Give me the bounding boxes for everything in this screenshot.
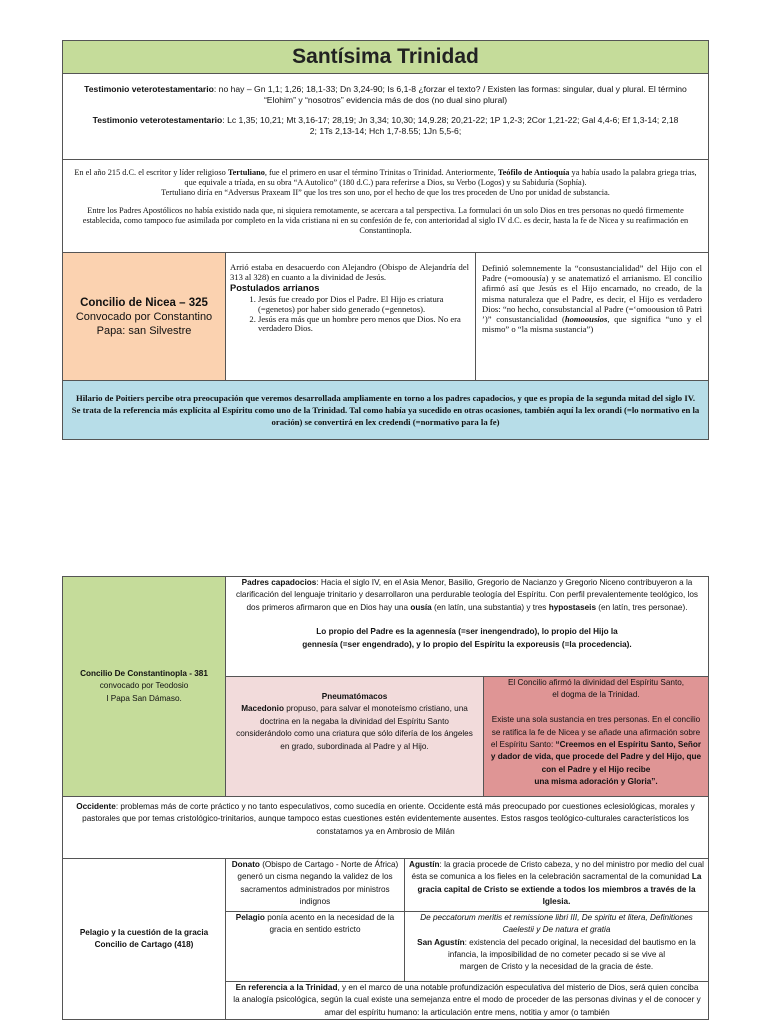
agustin-bold: La gracia capital de Cristo se extiende a todos los miembros a través de la Iglesia. [417,872,702,907]
san-agustin-text: : existencia del pecado original, la necesidad del bautismo en la infancia, la imposibilidad de no cometer pecado si se vive al [447,937,696,959]
testimonio-at [77,84,694,105]
definio-text-a: Definió solemnemente la “consustancialidad” del Hijo con el Padre (=omoousía) y se anatematizó el arrianismo. El concilio afirmó así que Jesús es el Hijo encarnado, no creado, de la misma naturaleza que el Padre, es decir, el Hijo es verdadero Dios: “no hecho, consubstancial al Padre (=‘omoousion tô Patri ’)” consustancialidad ( [482,263,702,325]
ce-credo-2: una misma adoración y Gloria”. [534,777,658,787]
donato-label: Donato [231,860,260,869]
occidente-row [63,796,708,858]
donato-cell [226,859,405,911]
constantinopla-title: Concilio De Constantinopla - 381 [80,668,208,678]
trinidad-label: En referencia a la Trinidad [235,982,338,992]
testimonio-nt-text: : Lc 1,35; 10,21; Mt 3,16-17; 28,19; Jn 3,34; 10,30; 14,9.28; 20,21-22; 1P 1,2-3; 2Cor 1,21-22; Gal 4,4-6; Ef 1,3-14; 2,18 [222,115,679,126]
arrio-cell [226,253,476,380]
intro-tertuliano: Tertuliano [227,168,265,177]
postulado-item-1: 1. Jesús fue creado por Dios el Padre. El Hijo es criatura (=genetos) por haber sido generado (=gennetos). [258,295,469,315]
definio-text-b: , que significa “uno y el mismo” o “la misma sustancia”) [482,314,702,335]
constantinopla-papa: I Papa San Dámaso. [106,693,182,703]
padres-text-b: (en latín, una substantia) y tres [431,602,549,612]
pelagio-label: Pelagio [235,912,265,922]
ce-text: Existe una sola sustancia en tres personas. En el concilio se ratifica la fe de Nicea y se añade una afirmación sobre el Espíritu Santo: [490,715,701,750]
concilio-espiritu-cell [484,677,708,796]
pneumatomacos-cell [226,677,484,796]
propio-text [232,626,702,651]
occidente-text: : problemas más de corte práctico y no tanto especulativos, como sucedía en oriente. Occidente está más preocupado por cuestiones eclesiológicas, morales y pastorales que por temas cristológico-trinitarios, aunque tampoco estas cuestiones estén evidentemente ausentes. Estos rasgos teológico-culturales característicos los constatamos ya en Ambrosio de Milán [82,802,695,836]
nicea-title: Concilio de Nicea – 325 [80,296,208,309]
pelagio-title-1: Pelagio y la cuestión de la gracia [79,927,209,937]
donato-text: (Obispo de Cartago - Norte de África) generó un cisma negando la validez de los sacramentos administrados por ministros indignos [237,860,399,907]
postulados-list [230,295,469,334]
agustin-label: Agustín [409,860,440,869]
pelagio-row [63,858,708,1019]
testimonio-at-text: : no hay – Gn 1,1; 1,26; 18,1-33; Dn 3,24-90; Is 6,1-8 ¿forzar el texto? / Existen las formas: singular, dual y plural. El término “Elohim” y “nosotros” evidencia más de dos (no dual sino plural) [213,84,687,105]
page-title [63,41,708,73]
postulados-heading: Postulados arrianos [230,282,320,293]
postulado-item-2: 2. Jesús era más que un hombre pero menos que Dios. No era verdadero Dios. [258,315,469,335]
pelagio-cell [226,912,405,981]
intro-p1d: Tertuliano diría en “Adversus Praxeam II” que los tres son uno, por el hecho de que los tres proceden de Uno por unidad de substancia. [161,187,610,197]
san-agustin-text2: margen de Cristo y la necesidad de la gracia de éste. [459,962,654,972]
pelagio-agustin-row [226,912,708,982]
title-text: Santísima Trinidad [292,45,479,68]
trinity-table-top [62,40,709,440]
ce-credo-1: “Creemos en el Espíritu Santo, Señor y dador de vida, que procede del Padre y del Hijo, que con el Padre y el Hijo recibe [490,740,702,774]
agustin-cell [405,859,708,911]
padres-capadocios-cell [226,577,708,677]
testimonio-section [63,73,708,159]
testimonio-nt [77,115,694,136]
spirit-row [226,677,708,796]
padres-label: Padres capadocios [241,578,317,587]
constantinopla-content [226,577,708,796]
pelagio-header-cell [63,859,226,1019]
pelagio-title-2: Concilio de Cartago (418) [94,940,194,949]
intro-paragraph-1 [73,168,698,197]
macedonio-label: Macedonio [241,704,284,714]
trinidad-cell [226,982,708,1019]
ce-line-2: el dogma de la Trinidad. [552,690,640,700]
constantinopla-convocado: convocado por Teodosio [99,681,189,691]
ce-line-1: El Concilio afirmó la divinidad del Espíritu Santo, [507,678,685,687]
intro-p1a: En el año 215 d.C. el escritor y líder religioso [74,168,228,177]
donato-agustin-row [226,859,708,912]
occidente-label: Occidente [76,802,116,811]
intro-teofilo: Teófilo de Antioquía [497,168,570,177]
homoousios-term: homoousios [564,314,608,325]
agustin-text: : la gracia procede de Cristo cabeza, y no del ministro por medio del cual ésta se comunica a los fieles en la celebración sacramental de la comunidad [411,860,704,882]
intro-section [63,159,708,252]
pelagio-content [226,859,708,1019]
nicea-convocado: Convocado por Constantino [75,310,213,323]
hilario-row: Hilario de Poitiers percibe otra preocupación que veremos desarrollada ampliamente en torno a los padres capadocios, y que es propia de la segunda mitad del siglo IV. Se trata de la referencia más explícita al Espíritu como uno de la Trinidad. Tal como había ya sucedido en otras ocasiones, también aquí la lex orandi (=lo normativo en la oración) se convertirá en lex credendi (=normativo para la fe) [63,380,708,439]
pneuma-text: propuso, para salvar el monoteísmo cristiano, una doctrina en la negaba la divinidad del Espíritu Santo considerándolo como una criatura que sólo difería de los ángeles en grado, subordinada al Padre y al Hijo. [236,704,473,751]
trinidad-text: , y en el marco de una notable profundización especulativa del misterio de Dios, será quien conciba la analogía psicológica, según la cual existe una semejanza entre el modo de proceder de las personas divinas y el de conocer y amar del espíritu humano: la articulación entre mens, notitia y amor (o también [233,982,701,1017]
obras-cell [405,912,708,981]
padres-text-c: (en latín, tres personae). [596,602,688,612]
nicea-header-cell [63,253,226,380]
trinity-table-bottom [62,576,709,1020]
testimonio-nt-label: Testimonio veterotestamentario [92,115,223,126]
padres-text [232,577,702,614]
constantinopla-row [63,577,708,796]
propio-line-2: gennesía (=ser engendrado), y lo propio del Espíritu la exporeusis (=la procedencia). [302,639,632,649]
san-agustin-label: San Agustín [417,937,465,947]
pelagio-text: ponía acento en la necesidad de la gracia en sentido estricto [264,912,395,935]
ousia-term: ousía [410,602,432,612]
arrio-text: Arrió estaba en desacuerdo con Alejandro (Obispo de Alejandría del 313 al 328) en cuanto a la divinidad de Jesús. [230,262,469,282]
testimonio-nt-text2: 2; 1Ts 2,13-14; Hch 1,7-8.55; 1Jn 5,5-6; [309,125,462,136]
intro-p1b: , fue el primero en usar el término Trinitas o Trinidad. Anteriormente, [264,168,498,177]
pneuma-title: Pneumatómacos [321,692,388,701]
obras-titles: De peccatorum meritis et remissione libri III, De spiritu et litera, Definitiones Caelestii y De natura et gratia [420,912,693,935]
propio-line-1: Lo propio del Padre es la agennesía (=ser inengendrado), lo propio del Hijo la [316,627,618,637]
constantinopla-header-cell [63,577,226,796]
nicea-row [63,252,708,380]
nicea-papa: Papa: san Silvestre [96,324,192,337]
hypostaseis-term: hypostaseis [548,602,597,612]
testimonio-at-label: Testimonio veterotestamentario [84,84,214,94]
definio-cell [476,253,708,380]
intro-paragraph-2: Entre los Padres Apostólicos no había existido nada que, ni siquiera remotamente, se acercara a tal perspectiva. La formulaci ón un solo Dios en tres personas no quedó firmemente establecida, como tampoco fue asimilada por completo en la vida cristiana ni en su confesión de fe, con anterioridad al siglo IV d.C. es decir, hasta la fe de Nicea y su reafirmación en Constantinopla. [82,206,689,235]
intro-p1c: ya había usado la palabra griega trias, que equivale a tríada, en su obra “A Autolico” (180 d.C.) para referirse a Dios, su Verbo (Logos) y su Sabiduría (Sophía). [184,168,697,187]
padres-text-a: : Hacia el siglo IV, en el Asia Menor, Basilio, Gregorio de Nacianzo y Gregorio Niceno contribuyeron a la clarificación del lenguaje trinitario y desarrollaron una perdurable teología del Espíritu. Con perfil prevalentemente teológico, los dos primeros afirmaron que en Dios hay una [236,578,698,612]
